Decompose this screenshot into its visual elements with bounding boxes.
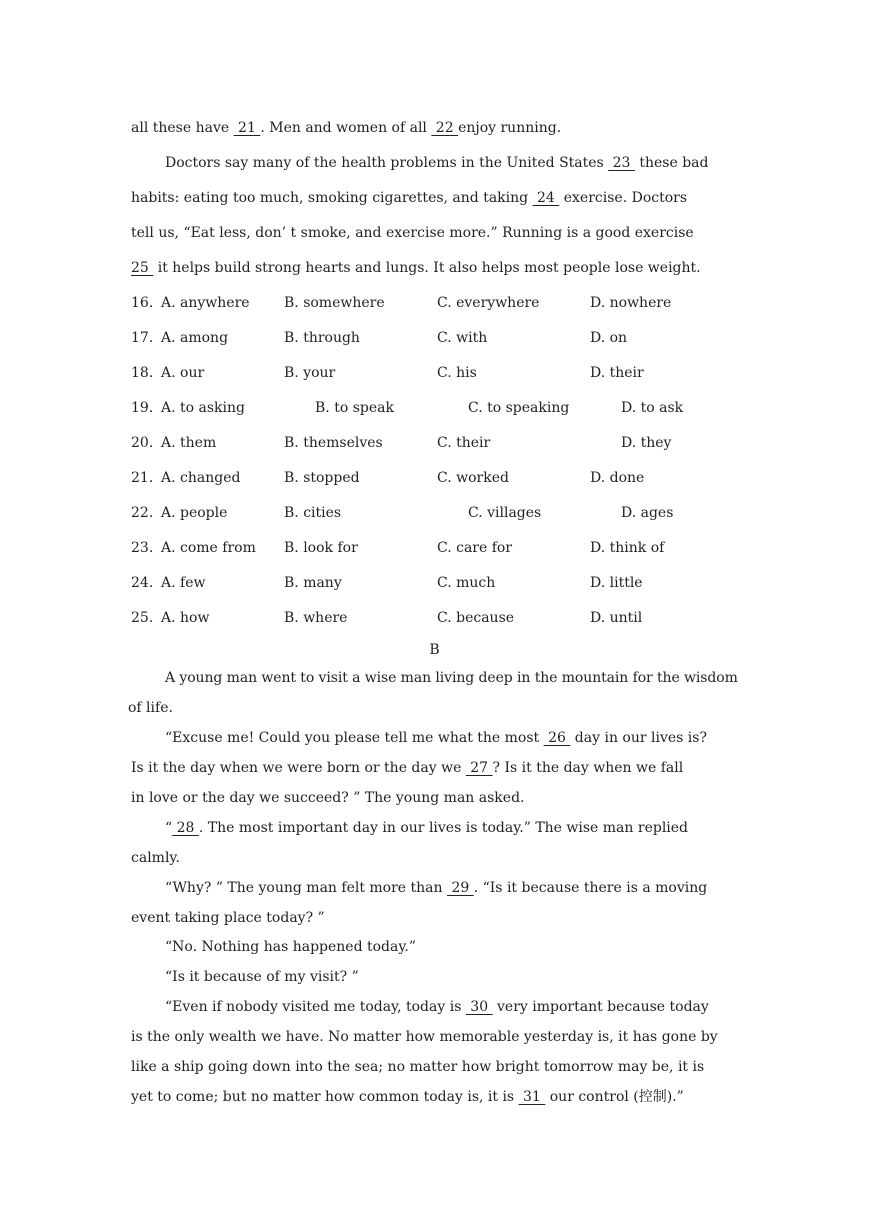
passage-line: “Is it because of my visit? ” (165, 969, 359, 985)
question-24: 24. A. few B. many C. much D. little (131, 575, 643, 591)
passage-line: Doctors say many of the health problems in the United States 23 these bad (165, 155, 709, 171)
blank-26: 26 (543, 730, 571, 746)
question-23: 23. A. come from B. look for C. care for D. think of (131, 540, 665, 556)
passage-line: habits: eating too much, smoking cigarettes, and taking 24 exercise. Doctors (131, 190, 688, 206)
passage-line: A young man went to visit a wise man living deep in the mountain for the wisdom (165, 670, 738, 686)
blank-23: 23 (608, 155, 635, 171)
blank-30: 30 (465, 999, 493, 1015)
passage-line: Is it the day when we were born or the day we 27 ? Is it the day when we fall (131, 760, 684, 776)
passage-line: all these have 21 . Men and women of all 22 enjoy running. (131, 120, 562, 136)
passage-line: “Even if nobody visited me today, today is 30 very important because today (165, 999, 709, 1015)
blank-31: 31 (518, 1089, 546, 1105)
passage-line: “No. Nothing has happened today.” (165, 939, 417, 955)
blank-21: 21 (233, 120, 261, 136)
passage-line: calmly. (131, 850, 180, 866)
blank-27: 27 (465, 760, 493, 776)
passage-line: like a ship going down into the sea; no matter how bright tomorrow may be, it is (131, 1059, 705, 1075)
question-25: 25. A. how B. where C. because D. until (131, 610, 643, 626)
passage-line: is the only wealth we have. No matter how memorable yesterday is, it has gone by (131, 1029, 718, 1045)
blank-24: 24 (532, 190, 560, 206)
blank-28: 28 (172, 820, 199, 836)
passage-line: 25 it helps build strong hearts and lungs. It also helps most people lose weight. (131, 260, 701, 276)
blank-22: 22 (431, 120, 459, 136)
question-21: 21. A. changed B. stopped C. worked D. done (131, 470, 645, 486)
question-17: 17. A. among B. through C. with D. on (131, 330, 628, 346)
passage-line: yet to come; but no matter how common today is, it is 31 our control (控制).” (131, 1089, 684, 1105)
passage-line: in love or the day we succeed? ” The young man asked. (131, 790, 525, 806)
passage-line: event taking place today? ” (131, 910, 325, 926)
question-22: 22. A. people B. cities C. villages D. ages (131, 505, 674, 521)
question-20: 20. A. them B. themselves C. their D. they (131, 435, 672, 451)
passage-line: tell us, “Eat less, don’ t smoke, and exercise more.” Running is a good exercise (131, 225, 694, 241)
section-heading: B (429, 642, 440, 658)
passage-line: of life. (128, 700, 173, 716)
question-18: 18. A. our B. your C. his D. their (131, 365, 644, 381)
question-16: 16. A. anywhere B. somewhere C. everywhere D. nowhere (131, 295, 672, 311)
passage-line: “ 28 . The most important day in our lives is today.” The wise man replied (165, 820, 689, 836)
blank-29: 29 (447, 880, 474, 896)
passage-line: “Excuse me! Could you please tell me what the most 26 day in our lives is? (165, 730, 707, 746)
question-19: 19. A. to asking B. to speak C. to speaking D. to ask (131, 400, 684, 416)
blank-25: 25 (131, 260, 154, 276)
passage-line: “Why? ” The young man felt more than 29 . “Is it because there is a moving (165, 880, 708, 896)
